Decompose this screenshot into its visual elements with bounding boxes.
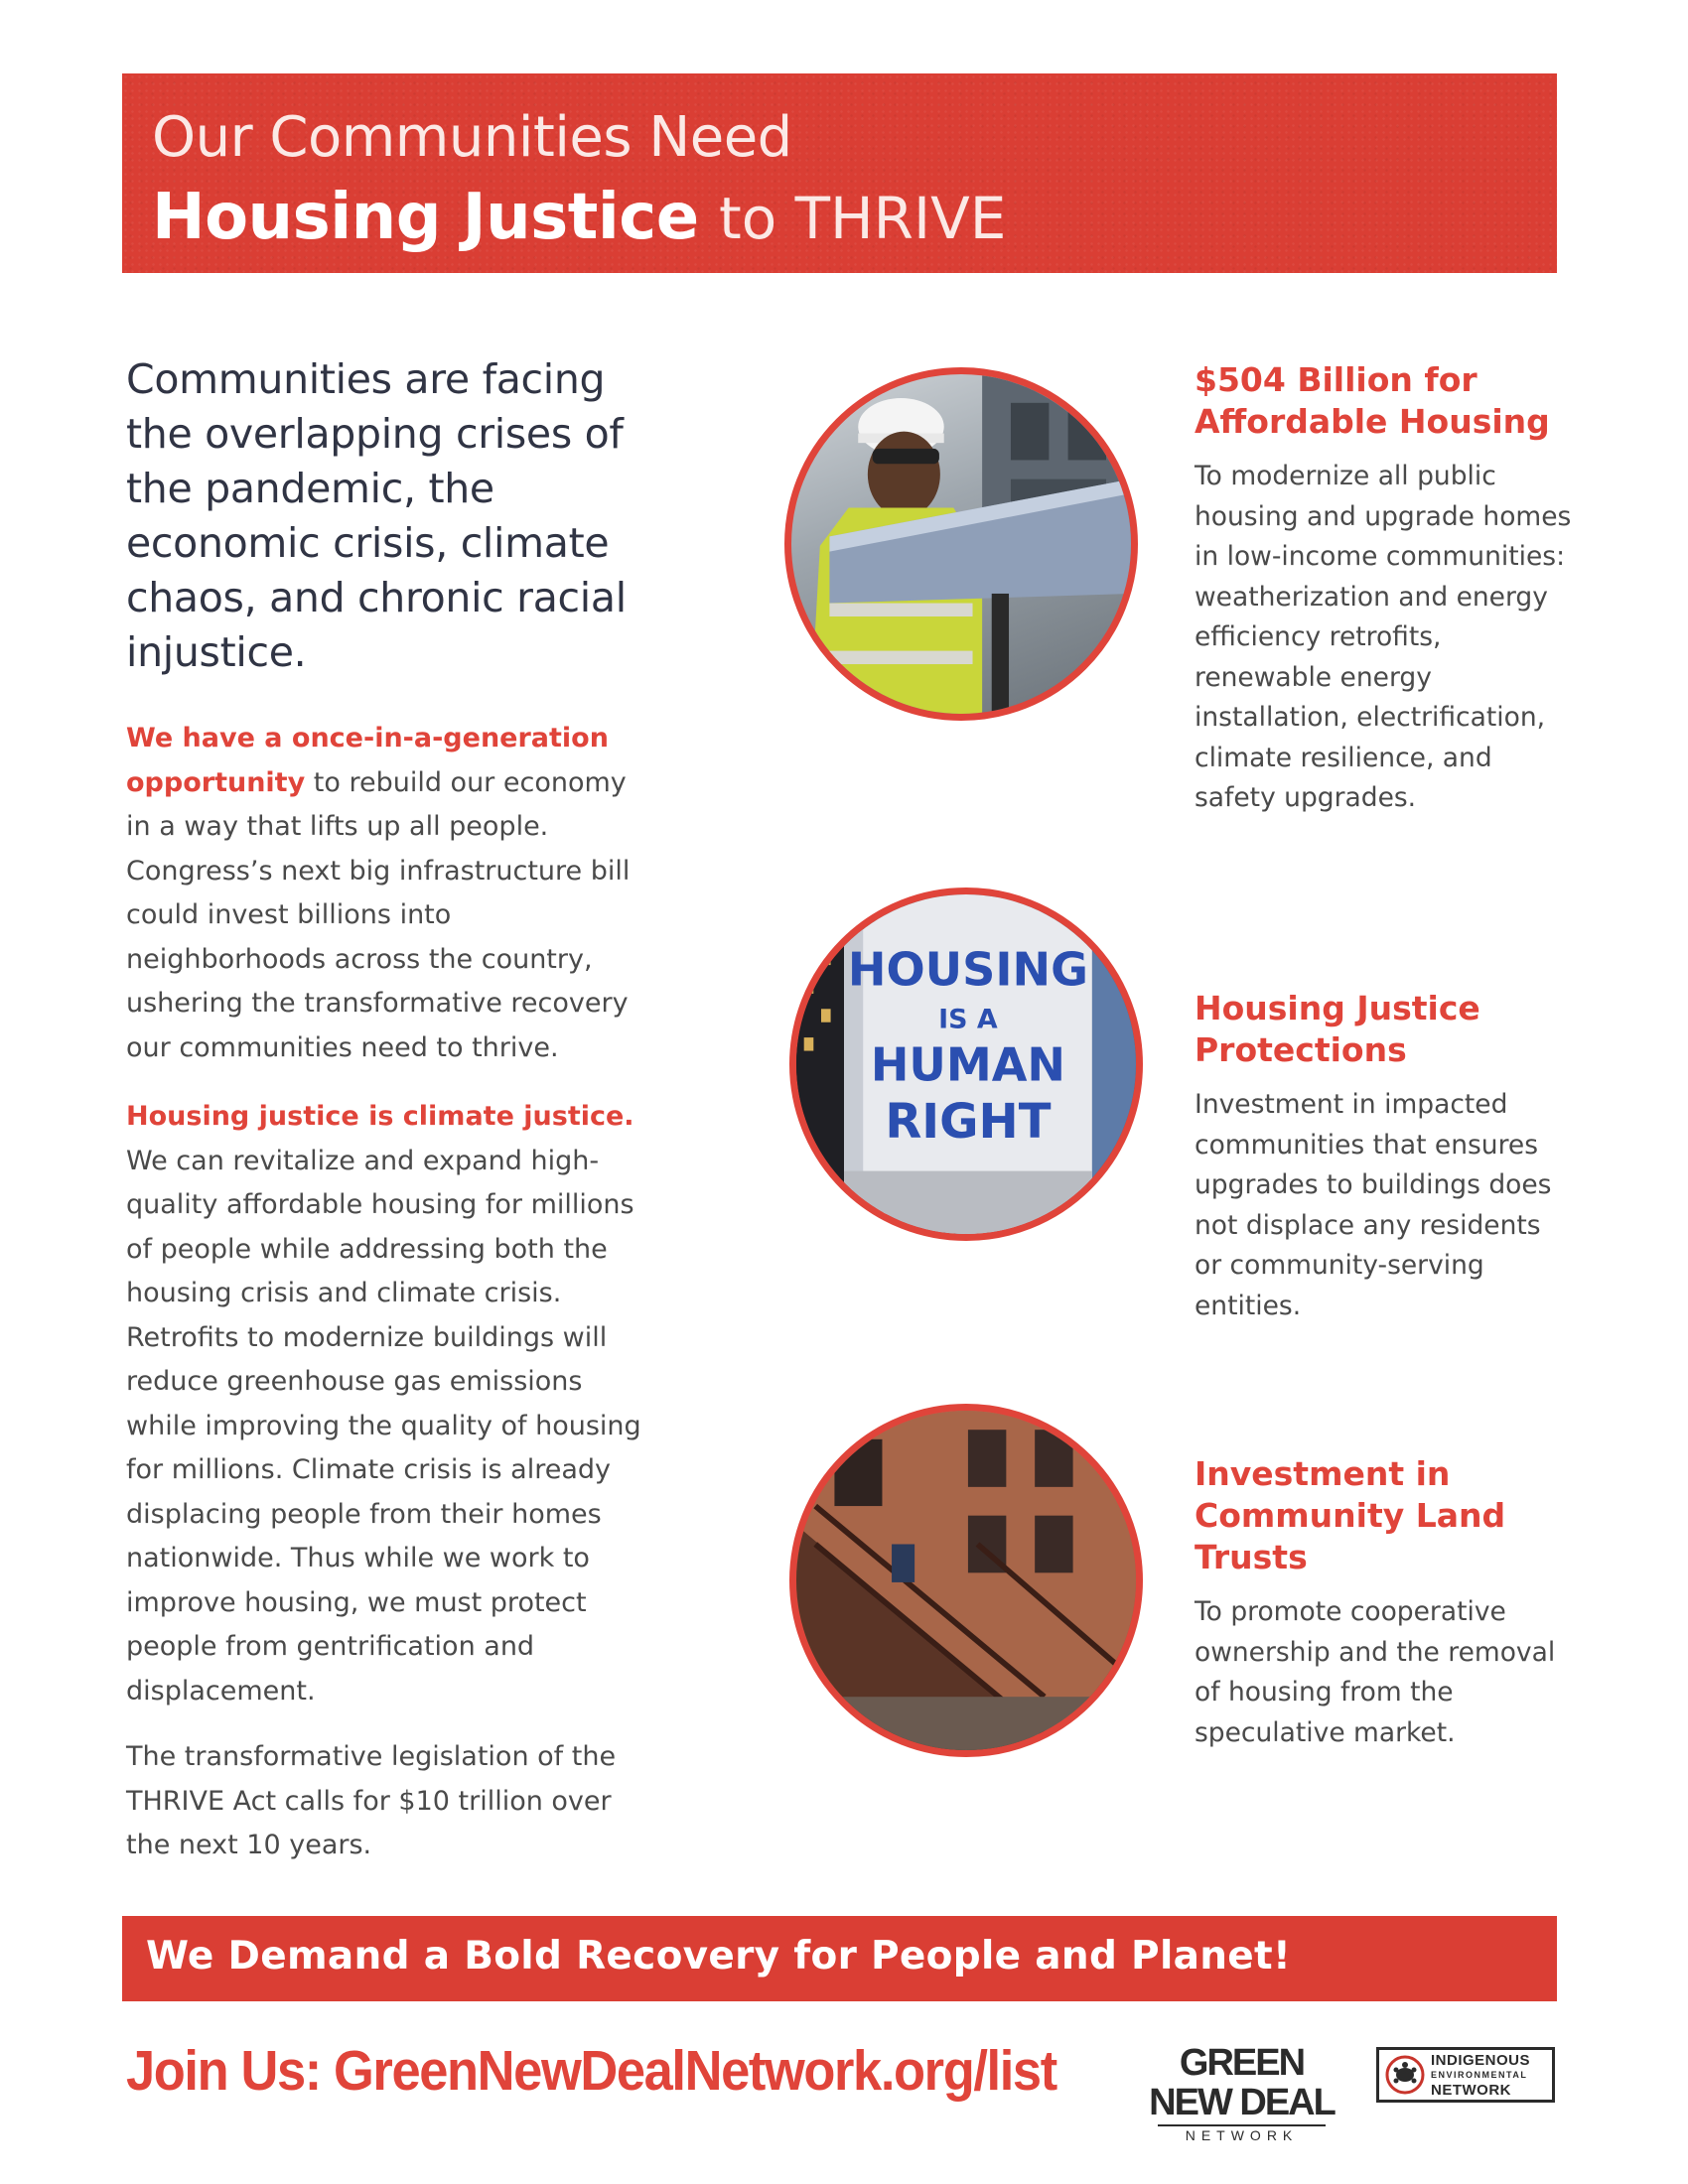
header-banner — [122, 73, 1557, 273]
footer-banner-text: We Demand a Bold Recovery for People and Planet! — [146, 1934, 1292, 1979]
paragraph-thrive-act: The transformative legislation of the THRIVE Act calls for $10 trillion over the next 10 years. — [126, 1741, 617, 1860]
paragraph-opportunity-highlight: We have a once-in-a-generation opportunity — [126, 723, 609, 798]
sign-line3: HUMAN — [870, 1037, 1066, 1092]
feature-heading-land-trusts: Investment in Community Land Trusts — [1195, 1454, 1506, 1576]
paragraph-climate-text: We can revitalize and expand high-quality affordable housing for millions of people while addressing both the housing crisis and climate crisis. Retrofits to modernize buildings will reduce greenhouse gas emissions while improving the quality of housing for millions. Climate crisis is already displacing people from their homes nationwide. Thus while we work to improve housing, we must protect people from gentrification and displacement. — [126, 1145, 641, 1706]
brick-stairs-illustration — [796, 1411, 1136, 1750]
ien-logo-line1: INDIGENOUS — [1431, 2051, 1531, 2069]
paragraph-opportunity-text: to rebuild our economy in a way that lifts up all people. Congress’s next big infrastructure bill could invest billions into neighborhoods across the country, ushering the transformative recovery our communities need to thrive. — [126, 766, 631, 1063]
header-line1: Our Communities Need — [152, 105, 792, 170]
gnd-logo-sub: NETWORK — [1158, 2124, 1326, 2144]
feature-heading-affordable-housing: $504 Billion for Affordable Housing — [1195, 360, 1550, 441]
sign-line2: IS A — [938, 1004, 998, 1035]
feature-heading-justice-protections: Housing Justice Protections — [1195, 989, 1480, 1069]
green-new-deal-logo — [1140, 2043, 1343, 2144]
indigenous-environmental-network-logo — [1376, 2047, 1555, 2103]
paragraph-climate-highlight: Housing justice is climate justice. — [126, 1101, 634, 1132]
gnd-logo-main: GREEN NEW DEAL — [1149, 2042, 1335, 2123]
solar-worker-photo — [784, 367, 1138, 721]
paragraph-climate-justice — [126, 1095, 652, 1713]
header-light-text: to THRIVE — [718, 185, 1007, 252]
housing-sign-photo — [789, 887, 1143, 1241]
sign-line1: HOUSING — [847, 942, 1088, 997]
header-bold-text: Housing Justice — [152, 181, 699, 254]
intro-statement: Communities are facing the overlapping crises of the pandemic, the economic crisis, climate chaos, and chronic racial injustice. — [126, 355, 627, 676]
brick-stairs-photo — [789, 1404, 1143, 1757]
feature-text-justice-protections: Investment in impacted communities that ensures upgrades to buildings does not displace any residents or community-serving entities. — [1195, 1089, 1552, 1321]
ien-logo-line2: ENVIRONMENTAL — [1431, 2069, 1528, 2080]
footer-banner — [122, 1916, 1557, 2001]
join-link[interactable]: Join Us: GreenNewDealNetwork.org/list — [126, 2039, 1056, 2103]
solar-worker-illustration — [791, 374, 1131, 714]
ien-logo-line3: NETWORK — [1431, 2081, 1511, 2099]
header-line2 — [152, 181, 1006, 254]
sign-line4: RIGHT — [885, 1093, 1052, 1150]
paragraph-opportunity — [126, 717, 652, 1070]
housing-sign-illustration — [796, 894, 1136, 1234]
ien-turtle-icon — [1383, 2053, 1427, 2097]
feature-text-land-trusts: To promote cooperative ownership and the removal of housing from the speculative market. — [1195, 1596, 1556, 1748]
feature-text-affordable-housing: To modernize all public housing and upgrade homes in low-income communities: weatherization and energy efficiency retrofits, renewable energy installation, electrification, climate resilience, and safety upgrades. — [1195, 461, 1572, 813]
